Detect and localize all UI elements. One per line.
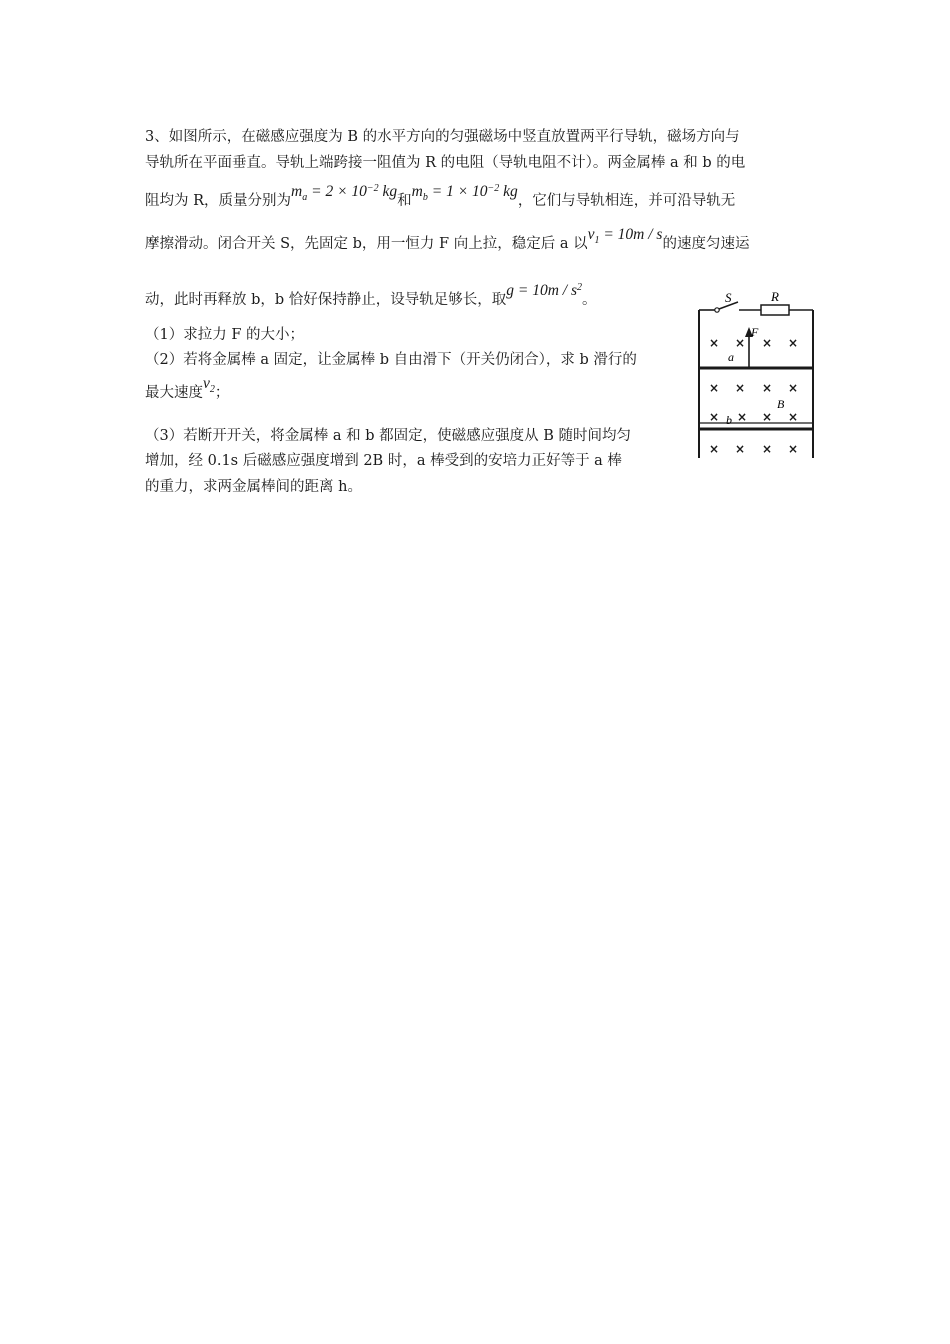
mass-a-formula: $m_a = 2 \times 10^{-2}$ kg [291,183,398,204]
velocity-v1-formula: $v_1 = 10m / s$ [587,226,663,247]
problem-line-5: 动，此时再释放 b，b 恰好保持静止，设导轨足够长，取$g = 10m / s^2$。 [145,282,597,308]
field-cross-icon: × [761,410,773,424]
field-cross-icon: × [734,442,746,456]
question-2-line-2: 最大速度$v_2$； [145,375,230,401]
force-label: F [751,325,759,339]
field-label: B [777,397,785,411]
field-cross-icon: × [708,381,720,395]
field-cross-icon: × [787,410,799,424]
switch-contact [715,308,719,312]
rod-a-label: a [728,350,734,364]
resistor-label: R [771,289,779,304]
field-cross-icon: × [736,410,748,424]
problem-line-4: 摩擦滑动。闭合开关 S，先固定 b，用一恒力 F 向上拉，稳定后 a 以$v_1 = 10m / s$的速度匀速运 [145,226,750,252]
problem-line-3: 阻均为 R，质量分别为$m_a = 2 \times 10^{-2}$ kg和$m_b = 1 \times 10^{-2}$ kg，它们与导轨相连，并可沿导轨无 [145,183,736,209]
question-1: （1）求拉力 F 的大小； [145,327,305,343]
question-3-line-1: （3）若断开开关，将金属棒 a 和 b 都固定，使磁感应强度从 B 随时间均匀 [145,428,631,444]
circuit-diagram [693,288,818,463]
velocity-v2-formula: $v_2$ [203,375,215,396]
field-cross-icon: × [761,381,773,395]
question-3-line-2: 增加，经 0.1s 后磁感应强度增到 2B 时，a 棒受到的安培力正好等于 a 棒 [145,453,622,469]
field-cross-icon: × [708,336,720,350]
mass-b-formula: $m_b = 1 \times 10^{-2}$ kg [411,183,518,204]
question-3-line-3: 的重力，求两金属棒间的距离 h。 [145,479,362,495]
field-cross-icon: × [708,410,720,424]
gravity-formula: $g = 10m / s^2$ [506,282,583,299]
switch-label: S [725,290,732,305]
resistor-r [761,305,789,315]
question-2-line-1: （2）若将金属棒 a 固定，让金属棒 b 自由滑下（开关仍闭合），求 b 滑行的 [145,352,637,368]
rod-b-label: b [726,413,732,427]
field-crosses [709,336,798,456]
field-cross-icon: × [734,381,746,395]
field-cross-icon: × [761,442,773,456]
field-cross-icon: × [787,381,799,395]
field-cross-icon: × [761,336,773,350]
problem-line-1: 3、如图所示，在磁感应强度为 B 的水平方向的匀强磁场中竖直放置两平行导轨，磁场方向与 [145,129,740,145]
field-cross-icon: × [708,442,720,456]
problem-line-2: 导轨所在平面垂直。导轨上端跨接一阻值为 R 的电阻（导轨电阻不计）。两金属棒 a 和 b 的电 [145,155,746,171]
field-cross-icon: × [787,442,799,456]
field-cross-icon: × [787,336,799,350]
field-cross-icon: × [734,336,746,350]
